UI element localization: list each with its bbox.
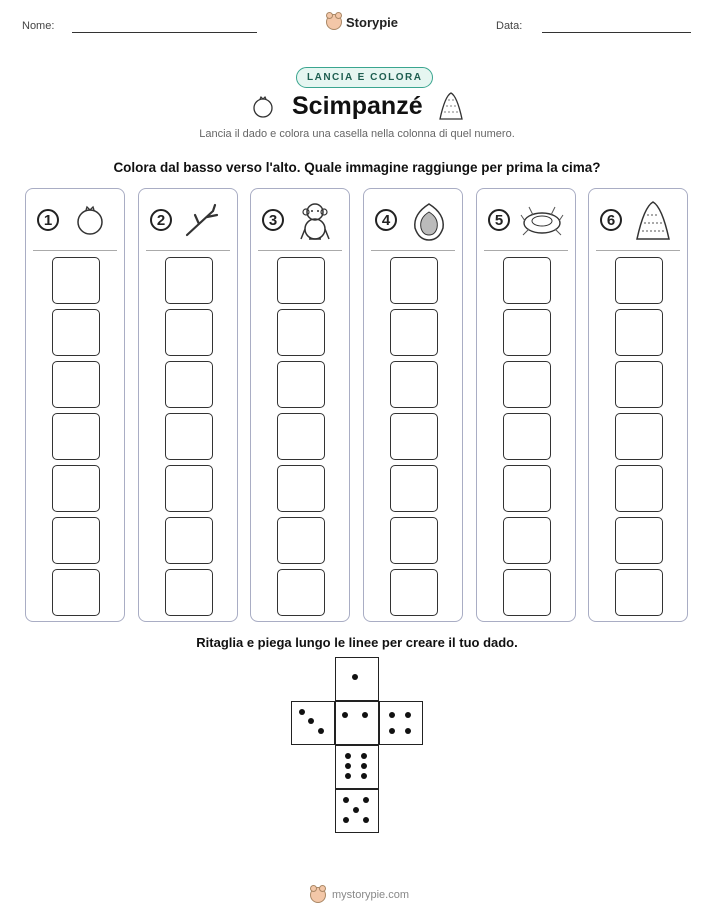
color-box[interactable] bbox=[277, 465, 325, 512]
brand-name: Storypie bbox=[346, 14, 399, 30]
footer-url[interactable]: mystorypie.com bbox=[332, 889, 410, 901]
color-box[interactable] bbox=[615, 413, 663, 460]
color-box[interactable] bbox=[390, 517, 438, 564]
die-pip bbox=[363, 817, 369, 823]
color-box[interactable] bbox=[503, 517, 551, 564]
activity-badge: LANCIA E COLORA bbox=[296, 67, 433, 88]
column-divider bbox=[484, 250, 568, 251]
die-face-5[interactable] bbox=[335, 789, 379, 833]
column-6 bbox=[588, 188, 688, 622]
die-pip bbox=[389, 728, 395, 734]
die-pip bbox=[345, 763, 351, 769]
color-box[interactable] bbox=[503, 413, 551, 460]
die-face-2[interactable] bbox=[335, 701, 379, 745]
color-box[interactable] bbox=[165, 257, 213, 304]
color-box[interactable] bbox=[615, 361, 663, 408]
color-box[interactable] bbox=[165, 413, 213, 460]
column-divider bbox=[258, 250, 342, 251]
instruction-question: Colora dal basso verso l'alto. Quale immagine raggiunge per prima la cima? bbox=[113, 160, 601, 175]
color-box[interactable] bbox=[503, 569, 551, 616]
column-number: 6 bbox=[600, 209, 622, 231]
color-box[interactable] bbox=[615, 465, 663, 512]
color-box[interactable] bbox=[277, 309, 325, 356]
die-pip bbox=[342, 712, 348, 718]
color-box[interactable] bbox=[165, 517, 213, 564]
footer bbox=[310, 887, 409, 903]
color-box[interactable] bbox=[277, 569, 325, 616]
die-face-3[interactable] bbox=[291, 701, 335, 745]
column-divider bbox=[371, 250, 455, 251]
die-pip bbox=[318, 728, 324, 734]
nest-icon bbox=[519, 201, 565, 241]
date-line[interactable] bbox=[542, 32, 691, 33]
die-pip bbox=[405, 712, 411, 718]
color-box[interactable] bbox=[390, 413, 438, 460]
die-pip bbox=[299, 709, 305, 715]
column-5 bbox=[476, 188, 576, 622]
name-label: Nome: bbox=[22, 20, 55, 32]
color-box[interactable] bbox=[390, 361, 438, 408]
color-box[interactable] bbox=[52, 309, 100, 356]
cut-instruction: Ritaglia e piega lungo le linee per creare il tuo dado. bbox=[196, 635, 518, 650]
column-4 bbox=[363, 188, 463, 622]
column-3 bbox=[250, 188, 350, 622]
color-box[interactable] bbox=[390, 569, 438, 616]
date-label: Data: bbox=[496, 20, 523, 32]
color-box[interactable] bbox=[503, 465, 551, 512]
name-line[interactable] bbox=[72, 32, 257, 33]
branch-icon bbox=[183, 201, 223, 241]
die-face-4[interactable] bbox=[379, 701, 423, 745]
die-pip bbox=[353, 807, 359, 813]
brand-logo bbox=[326, 14, 398, 30]
color-box[interactable] bbox=[615, 309, 663, 356]
die-pip bbox=[352, 674, 358, 680]
column-divider bbox=[146, 250, 230, 251]
column-number: 2 bbox=[150, 209, 172, 231]
color-box[interactable] bbox=[277, 257, 325, 304]
color-box[interactable] bbox=[277, 413, 325, 460]
color-box[interactable] bbox=[615, 569, 663, 616]
color-box[interactable] bbox=[52, 413, 100, 460]
column-2 bbox=[138, 188, 238, 622]
column-divider bbox=[596, 250, 680, 251]
color-box[interactable] bbox=[52, 465, 100, 512]
pomegranate-icon bbox=[250, 93, 276, 119]
subtitle: Lancia il dado e colora una casella nella colonna di quel numero. bbox=[199, 128, 515, 140]
die-pip bbox=[345, 773, 351, 779]
die-face-6[interactable] bbox=[335, 745, 379, 789]
column-divider bbox=[33, 250, 117, 251]
color-box[interactable] bbox=[52, 569, 100, 616]
color-box[interactable] bbox=[165, 465, 213, 512]
color-box[interactable] bbox=[615, 517, 663, 564]
color-box[interactable] bbox=[52, 517, 100, 564]
die-pip bbox=[363, 797, 369, 803]
pomegranate-icon bbox=[72, 202, 108, 238]
color-box[interactable] bbox=[615, 257, 663, 304]
die-pip bbox=[389, 712, 395, 718]
page-title: Scimpanzé bbox=[292, 92, 423, 120]
die-pip bbox=[361, 773, 367, 779]
termite-mound-icon bbox=[437, 90, 465, 122]
die-face-1[interactable] bbox=[335, 657, 379, 701]
color-box[interactable] bbox=[503, 361, 551, 408]
fig-icon bbox=[409, 200, 449, 242]
column-number: 4 bbox=[375, 209, 397, 231]
color-box[interactable] bbox=[503, 257, 551, 304]
color-box[interactable] bbox=[165, 309, 213, 356]
color-box[interactable] bbox=[390, 257, 438, 304]
chimpanzee-icon bbox=[295, 199, 335, 243]
color-box[interactable] bbox=[52, 257, 100, 304]
bear-logo-icon bbox=[326, 14, 342, 30]
die-pip bbox=[361, 763, 367, 769]
color-box[interactable] bbox=[277, 517, 325, 564]
color-box[interactable] bbox=[277, 361, 325, 408]
die-pip bbox=[361, 753, 367, 759]
column-number: 5 bbox=[488, 209, 510, 231]
column-number: 3 bbox=[262, 209, 284, 231]
column-number: 1 bbox=[37, 209, 59, 231]
termite-mound-icon bbox=[634, 199, 672, 243]
color-box[interactable] bbox=[165, 361, 213, 408]
die-pip bbox=[405, 728, 411, 734]
bear-logo-icon bbox=[310, 887, 326, 903]
color-box[interactable] bbox=[52, 361, 100, 408]
color-box[interactable] bbox=[390, 309, 438, 356]
die-pip bbox=[308, 718, 314, 724]
color-box[interactable] bbox=[390, 465, 438, 512]
die-pip bbox=[343, 817, 349, 823]
color-box[interactable] bbox=[503, 309, 551, 356]
column-1 bbox=[25, 188, 125, 622]
die-pip bbox=[362, 712, 368, 718]
die-pip bbox=[343, 797, 349, 803]
die-pip bbox=[345, 753, 351, 759]
color-box[interactable] bbox=[165, 569, 213, 616]
